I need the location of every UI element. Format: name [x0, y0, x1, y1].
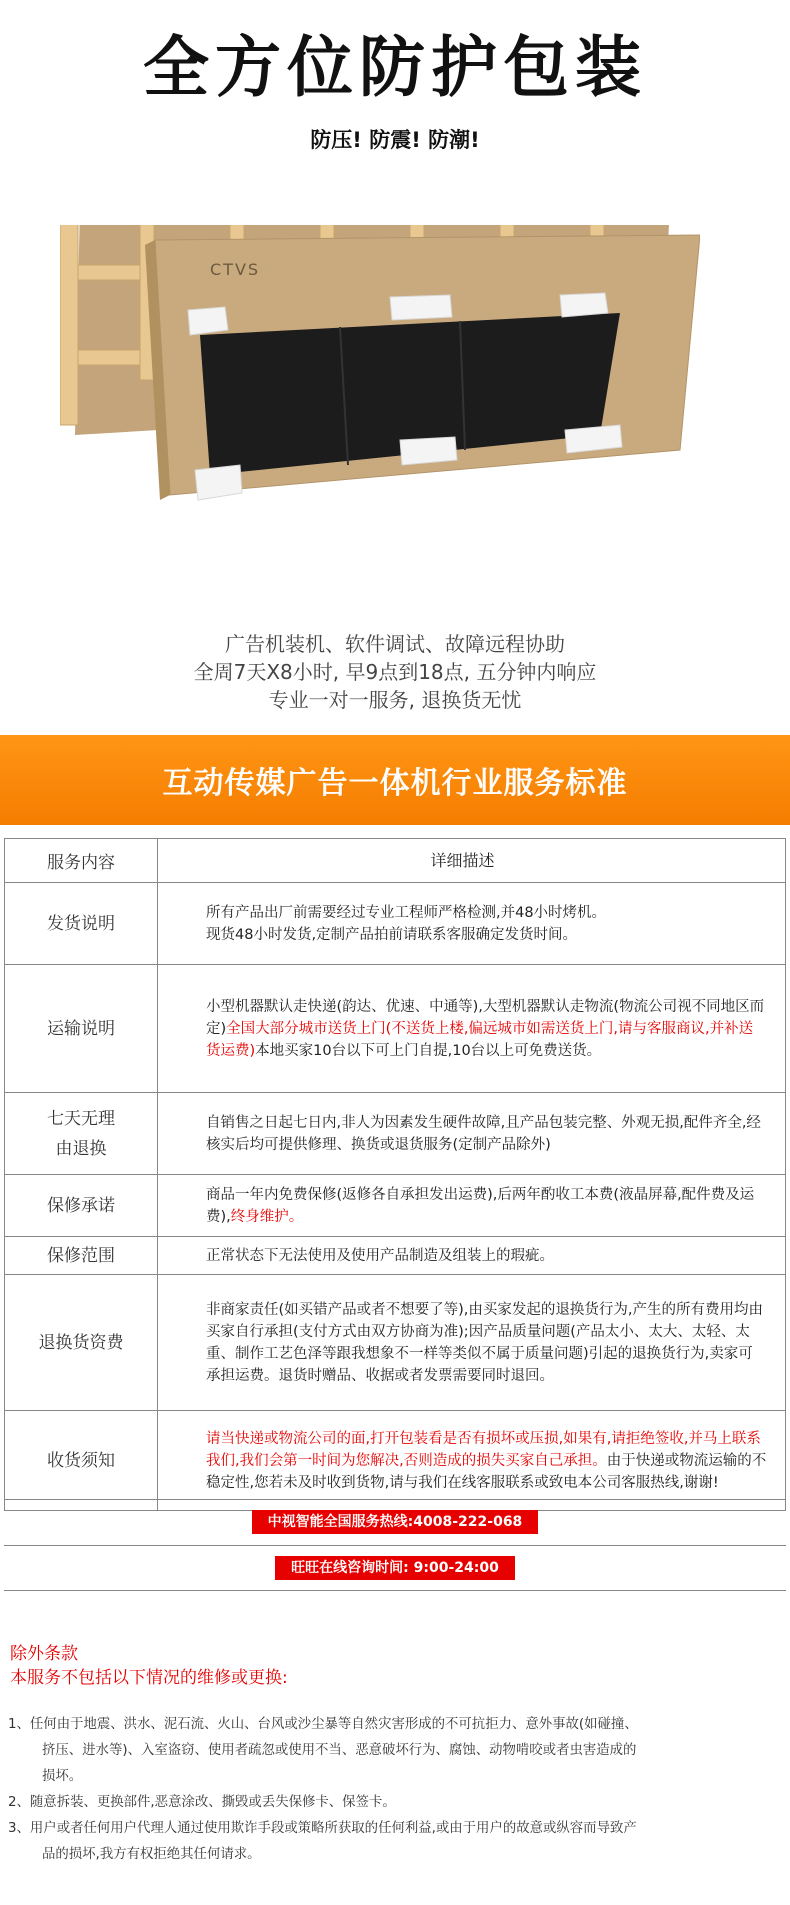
hotline-row [4, 1499, 786, 1544]
row-description [158, 1275, 786, 1411]
description-text: 所有产品出厂前需要经过专业工程师严格检测,并48小时烤机。 现货48小时发货,定制产品拍前请联系客服确定发货时间。 [206, 904, 607, 943]
row-label: 发货说明 [5, 883, 158, 965]
service-line: 专业一对一服务, 退换货无忧 [268, 688, 522, 712]
row-label: 收货须知 [5, 1411, 158, 1511]
highlight-text: 全国大部分城市送货上门(不送货上楼,偏远城市如需送货上门,请与客服商议,并补送货运费) [206, 1020, 754, 1059]
description-text: 本地买家10台以下可上门自提,10台以上可免费送货。 [255, 1042, 602, 1059]
description-text: 小型机器默认走快递(韵达、优速、中通等),大型机器默认走物流(物流公司视不同地区而定) [206, 998, 765, 1037]
online-hours-badge: 旺旺在线咨询时间: 9:00-24:00 [275, 1556, 515, 1580]
description-text: 非商家责任(如买错产品或者不想要了等),由买家发起的退换货行为,产生的所有费用均由买家自行承担(支付方式由双方协商为准);因产品质量问题(产品太小、太大、太轻、太重、制作工艺色泽等跟我想象不一样等类似不属于质量问题)引起的退换货行为,卖家可承担运费。退货时赠品、收据或者发票需要同时退回。 [206, 1301, 764, 1384]
service-table [4, 838, 786, 1511]
description-text: 正常状态下无法使用及使用产品制造及组装上的瑕疵。 [206, 1247, 554, 1264]
exclusions-list [8, 1712, 648, 1868]
row-label: 保修承诺 [5, 1175, 158, 1237]
description-text: 自销售之日起七日内,非人为因素发生硬件故障,且产品包装完整、外观无损,配件齐全,经核实后均可提供修理、换货或退货服务(定制产品除外) [206, 1114, 761, 1153]
section-banner [0, 735, 790, 825]
exclusion-item: 2、随意拆装、更换部件,恶意涂改、撕毁或丢失保修卡、保签卡。 [8, 1795, 396, 1810]
exclusions-subtitle: 本服务不包括以下情况的维修或更换: [10, 1668, 288, 1688]
table-row [5, 1275, 786, 1411]
hero-title: 全方位防护包装 [143, 29, 647, 106]
row-description [158, 1175, 786, 1237]
exclusions-title: 除外条款 [10, 1644, 78, 1664]
hero-subtitle: 防压! 防震! 防潮! [310, 128, 480, 152]
highlight-text: 终身维护。 [230, 1208, 304, 1225]
description-text: 由于快递或物流运输的不稳定性,您若未及时收到货物,请与我们在线客服联系或致电本公司客服热线,谢谢! [206, 1452, 767, 1491]
service-highlights [0, 630, 790, 714]
header-cell: 服务内容 [5, 839, 158, 883]
highlight-text: 请当快递或物流公司的面,打开包装看是否有损坏或压损,如果有,请拒绝签收,并马上联系我们,我们会第一时间为您解决,否则造成的损失买家自己承担。 [206, 1430, 761, 1469]
table-header-row [5, 839, 786, 883]
online-hours-row [4, 1545, 786, 1591]
table-row [5, 1411, 786, 1511]
row-label: 七天无理 由退换 [5, 1093, 158, 1175]
row-description [158, 965, 786, 1093]
description-text: 商品一年内免费保修(返修各自承担发出运费),后两年酌收工本费(液晶屏幕,配件费及运费), [206, 1186, 755, 1225]
exclusion-item: 3、用户或者任何用户代理人通过使用欺诈手段或策略所获取的任何利益,或由于用户的故意或纵容而导致产品的损坏,我方有权拒绝其任何请求。 [8, 1821, 637, 1862]
banner-title: 互动传媒广告一体机行业服务标准 [162, 766, 628, 801]
table-row [5, 1093, 786, 1175]
table-row [5, 1175, 786, 1237]
table-row [5, 965, 786, 1093]
row-description [158, 1411, 786, 1511]
crate-graphic [60, 225, 700, 620]
service-line: 广告机装机、软件调试、故障远程协助 [225, 632, 565, 656]
header-cell: 详细描述 [158, 839, 786, 883]
row-description [158, 1093, 786, 1175]
table-row [5, 1237, 786, 1275]
hotline-badge: 中视智能全国服务热线:4008-222-068 [252, 1510, 539, 1534]
exclusion-item: 1、任何由于地震、洪水、泥石流、火山、台风或沙尘暴等自然灾害形成的不可抗拒力、意外事故(如碰撞、挤压、进水等)、入室盗窃、使用者疏忽或使用不当、恶意破坏行为、腐蚀、动物啃咬或者虫害造成的损坏。 [8, 1717, 638, 1784]
row-label: 退换货资费 [5, 1275, 158, 1411]
table-row [5, 883, 786, 965]
service-line: 全周7天X8小时, 早9点到18点, 五分钟内响应 [193, 660, 597, 684]
row-label: 运输说明 [5, 965, 158, 1093]
brand-logo: CTVS [210, 260, 261, 279]
row-label: 保修范围 [5, 1237, 158, 1275]
row-description [158, 883, 786, 965]
packaging-illustration [60, 225, 700, 620]
row-description [158, 1237, 786, 1275]
